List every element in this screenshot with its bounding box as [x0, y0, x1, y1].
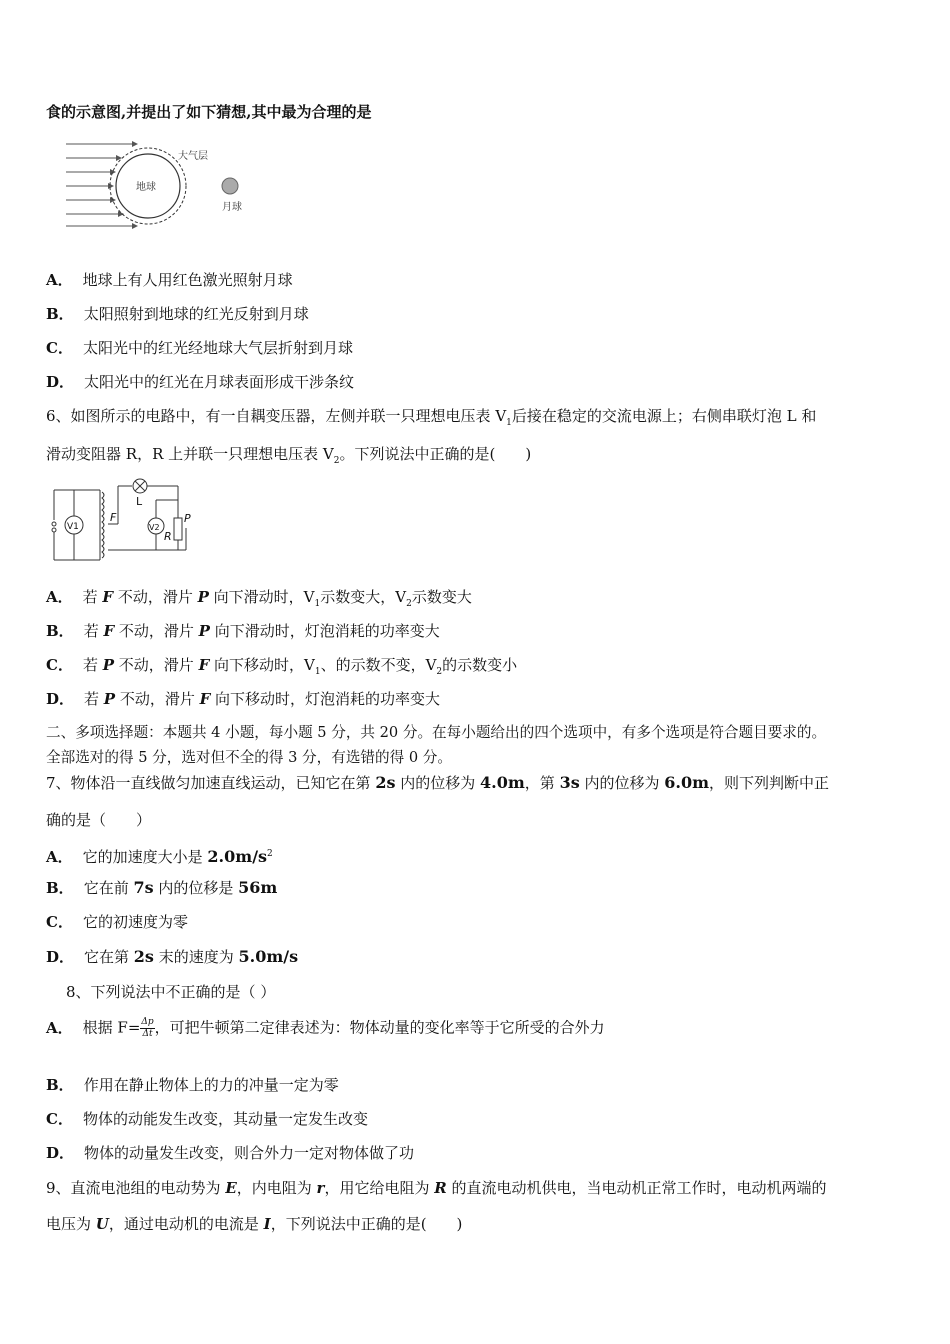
- q7-option-a: A． 它的加速度大小是 $2.0m/s^2$: [46, 847, 273, 866]
- q6-option-b: B． 若 F 不动，滑片 P 向下滑动时，灯泡消耗的功率变大: [46, 622, 440, 640]
- q9-stem-line2: 电压为 U，通过电动机的电流是 I，下列说法中正确的是( ): [46, 1215, 463, 1233]
- q6-option-a: A． 若 F 不动，滑片 P 向下滑动时，$V_1$示数变大，$V_2$示数变大: [46, 588, 472, 609]
- q8-option-a: A． 根据 F= $\frac{\Delta p}{\Delta t}$ ，可把牛顿第二定律表述为：物体动量的变化率等于它所受的合外力: [46, 1017, 605, 1039]
- section2-header-line2: 全部选对的得 5 分，选对但不全的得 3 分，有选错的得 0 分。: [46, 749, 452, 766]
- q6-stem-line1: 6、如图所示的电路中，有一自耦变压器，左侧并联一只理想电压表 $V_1$后接在稳定的交流电源上；右侧串联灯泡 L 和: [46, 407, 817, 428]
- q7-option-d: D． 它在第 2s 末的速度为 5.0m/s: [46, 947, 299, 966]
- q8-stem: 8、下列说法中不正确的是（ ）: [66, 983, 276, 1001]
- momentum-fraction: $\frac{\Delta p}{\Delta t}$: [141, 1017, 154, 1039]
- earth-label: 地球: [136, 182, 156, 193]
- q6-stem-line2: 滑动变阻器 R，R 上并联一只理想电压表 $V_2$。下列说法中正确的是( ): [46, 445, 532, 466]
- q9-stem-line1: 9、直流电池组的电动势为 E，内电阻为 r，用它给电阻为 R 的直流电动机供电，当电动机正常工作时，电动机两端的: [46, 1179, 827, 1197]
- l-label: L: [136, 495, 143, 508]
- q7-option-b: B． 它在前 7s 内的位移是 56m: [46, 878, 278, 897]
- q5-option-a: A． 地球上有人用红色激光照射月球: [46, 271, 293, 289]
- atmosphere-label: 大气层: [178, 151, 208, 162]
- q5-option-d: D． 太阳光中的红光在月球表面形成干涉条纹: [46, 373, 355, 391]
- v1-label: V1: [67, 522, 79, 532]
- r-label: R: [164, 530, 172, 543]
- q5-stem: 食的示意图,并提出了如下猜想,其中最为合理的是: [46, 103, 372, 121]
- moon-circle: [222, 178, 238, 194]
- section2-header-line1: 二、多项选择题：本题共 4 小题，每小题 5 分，共 20 分。在每小题给出的四个选项中，有多个选项是符合题目要求的。: [46, 724, 827, 741]
- q8-option-d: D． 物体的动量发生改变，则合外力一定对物体做了功: [46, 1144, 415, 1162]
- q6-option-d: D． 若 P 不动，滑片 F 向下移动时，灯泡消耗的功率变大: [46, 690, 441, 708]
- q5-option-b: B． 太阳照射到地球的红光反射到月球: [46, 305, 309, 323]
- q7-stem-line2: 确的是（ ）: [46, 811, 152, 829]
- f-label: F: [110, 511, 117, 524]
- q6-option-c: C． 若 P 不动，滑片 F 向下移动时，$V_1$、的示数不变，$V_2$的示数变小: [46, 656, 518, 677]
- q7-stem-line1: 7、物体沿一直线做匀加速直线运动，已知它在第 2s 内的位移为 4.0m，第 3s 内的位移为 6.0m，则下列判断中正: [46, 773, 830, 792]
- moon-label: 月球: [222, 202, 242, 213]
- v2-label: V2: [149, 523, 160, 532]
- q8-option-b: B． 作用在静止物体上的力的冲量一定为零: [46, 1076, 339, 1094]
- q8-option-c: C． 物体的动能发生改变，其动量一定发生改变: [46, 1110, 368, 1128]
- eclipse-figure: [60, 136, 260, 236]
- q7-option-c: C． 它的初速度为零: [46, 913, 188, 931]
- circuit-figure: [46, 478, 196, 570]
- q5-option-c: C． 太阳光中的红光经地球大气层折射到月球: [46, 339, 353, 357]
- p-label: P: [184, 512, 191, 525]
